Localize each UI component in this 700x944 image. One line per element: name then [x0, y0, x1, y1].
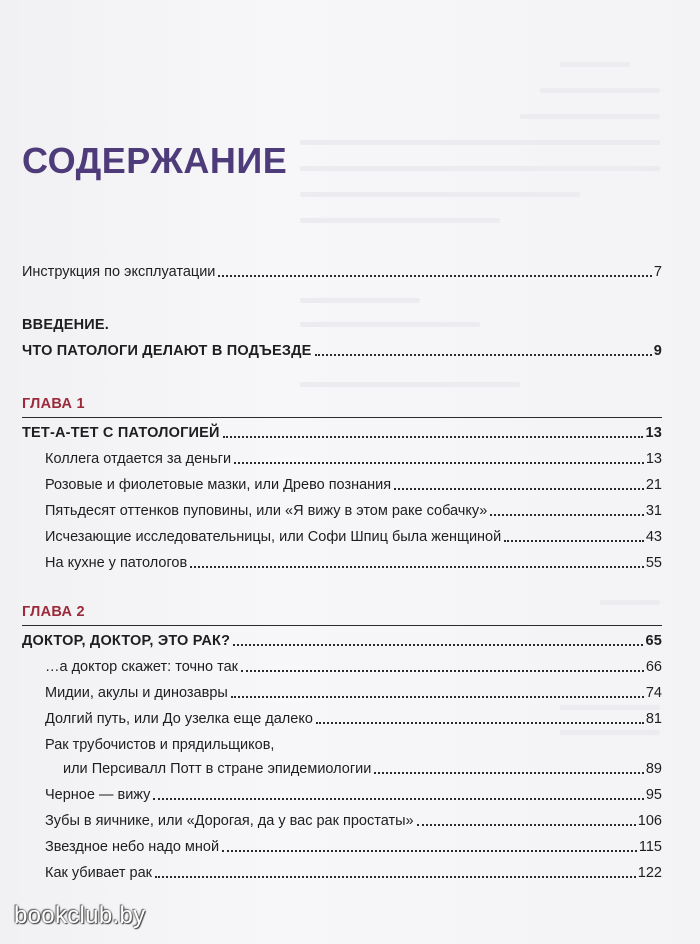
toc-entry[interactable] — [45, 864, 662, 882]
dot-leader — [374, 772, 644, 774]
toc-entry-text: или Персивалл Потт в стране эпидемиологии — [63, 761, 372, 777]
chapter-1-rule — [22, 417, 662, 418]
toc-entry-text: Как убивает рак — [45, 865, 153, 881]
toc-page-number: 9 — [653, 343, 662, 359]
toc-page-number: 106 — [637, 813, 662, 829]
toc-page-number: 43 — [645, 529, 662, 545]
toc-entry[interactable] — [45, 528, 662, 546]
dot-leader — [223, 436, 644, 438]
toc-entry-text: Розовые и фиолетовые мазки, или Древо познания — [45, 477, 392, 493]
toc-entry-text: На кухне у патологов — [45, 555, 188, 571]
intro-label: ВВЕДЕНИЕ. — [22, 317, 110, 333]
toc-entry-text: Мидии, акулы и динозавры — [45, 685, 228, 701]
toc-entry-text: Инструкция по эксплуатации — [22, 264, 216, 280]
toc-entry[interactable] — [45, 710, 662, 728]
watermark-text: bookclub.by — [14, 902, 146, 929]
toc-page-number: 95 — [645, 787, 662, 803]
dot-leader — [490, 514, 644, 516]
toc-entry[interactable] — [45, 476, 662, 494]
toc-entry[interactable] — [45, 684, 662, 702]
toc-entry[interactable] — [45, 502, 662, 520]
toc-entry-text: Звездное небо надо мной — [45, 839, 220, 855]
toc-entry-text: ЧТО ПАТОЛОГИ ДЕЛАЮТ В ПОДЪЕЗДЕ — [22, 343, 312, 359]
page-title: СОДЕРЖАНИЕ — [22, 140, 288, 181]
dot-leader — [231, 696, 644, 698]
toc-entry-text: Пятьдесят оттенков пуповины, или «Я вижу в этом раке собачку» — [45, 503, 488, 519]
dot-leader — [417, 824, 636, 826]
toc-page-number: 21 — [645, 477, 662, 493]
toc-entry-text: Зубы в яичнике, или «Дорогая, да у вас рак простаты» — [45, 813, 414, 829]
dot-leader — [155, 876, 636, 878]
toc-entry[interactable] — [45, 450, 662, 468]
chapter-2-label: ГЛАВА 2 — [22, 604, 85, 620]
toc-entry-chapter-2[interactable] — [22, 632, 662, 650]
dot-leader — [218, 275, 652, 277]
toc-page-number: 13 — [645, 425, 662, 441]
toc-page-number: 115 — [638, 839, 662, 855]
toc-entry-text: Черное — вижу — [45, 787, 151, 803]
dot-leader — [222, 850, 637, 852]
toc-entry-manual[interactable] — [22, 263, 662, 281]
toc-page-number: 74 — [645, 685, 662, 701]
toc-page-number: 55 — [645, 555, 662, 571]
toc-entry-text: ТЕТ-А-ТЕТ С ПАТОЛОГИЕЙ — [22, 425, 220, 441]
dot-leader — [394, 488, 644, 490]
toc-entry-chapter-1[interactable] — [22, 424, 662, 442]
dot-leader — [315, 354, 652, 356]
toc-entry[interactable] — [63, 760, 662, 778]
toc-page-number: 13 — [645, 451, 662, 467]
dot-leader — [233, 644, 643, 646]
dot-leader — [316, 722, 644, 724]
dot-leader — [504, 540, 644, 542]
toc-entry-text: Долгий путь, или До узелка еще далеко — [45, 711, 313, 727]
toc-entry-text: ДОКТОР, ДОКТОР, ЭТО РАК? — [22, 633, 231, 649]
toc-entry[interactable] — [45, 812, 662, 830]
toc-page-number: 81 — [645, 711, 662, 727]
toc-page-number: 66 — [645, 659, 662, 675]
toc-entry[interactable] — [45, 658, 662, 676]
toc-entry-first-line[interactable]: Рак трубочистов и прядильщиков, — [45, 737, 275, 753]
toc-entry[interactable] — [45, 554, 662, 572]
toc-entry[interactable] — [45, 786, 662, 804]
toc-entry-text: …а доктор скажет: точно так — [45, 659, 238, 675]
toc-entry[interactable] — [45, 838, 662, 856]
toc-page-number: 65 — [645, 633, 662, 649]
chapter-2-rule — [22, 625, 662, 626]
toc-page-number: 7 — [653, 264, 662, 280]
dot-leader — [234, 462, 644, 464]
toc-page-number: 89 — [645, 761, 662, 777]
chapter-1-label: ГЛАВА 1 — [22, 396, 85, 412]
toc-entry-intro[interactable] — [22, 342, 662, 360]
toc-page-number: 31 — [645, 503, 662, 519]
toc-entry-text: Коллега отдается за деньги — [45, 451, 232, 467]
toc-entry-text: Исчезающие исследовательницы, или Софи Шпиц была женщиной — [45, 529, 502, 545]
dot-leader — [190, 566, 644, 568]
dot-leader — [153, 798, 643, 800]
toc-page-number: 122 — [637, 865, 662, 881]
dot-leader — [241, 670, 644, 672]
